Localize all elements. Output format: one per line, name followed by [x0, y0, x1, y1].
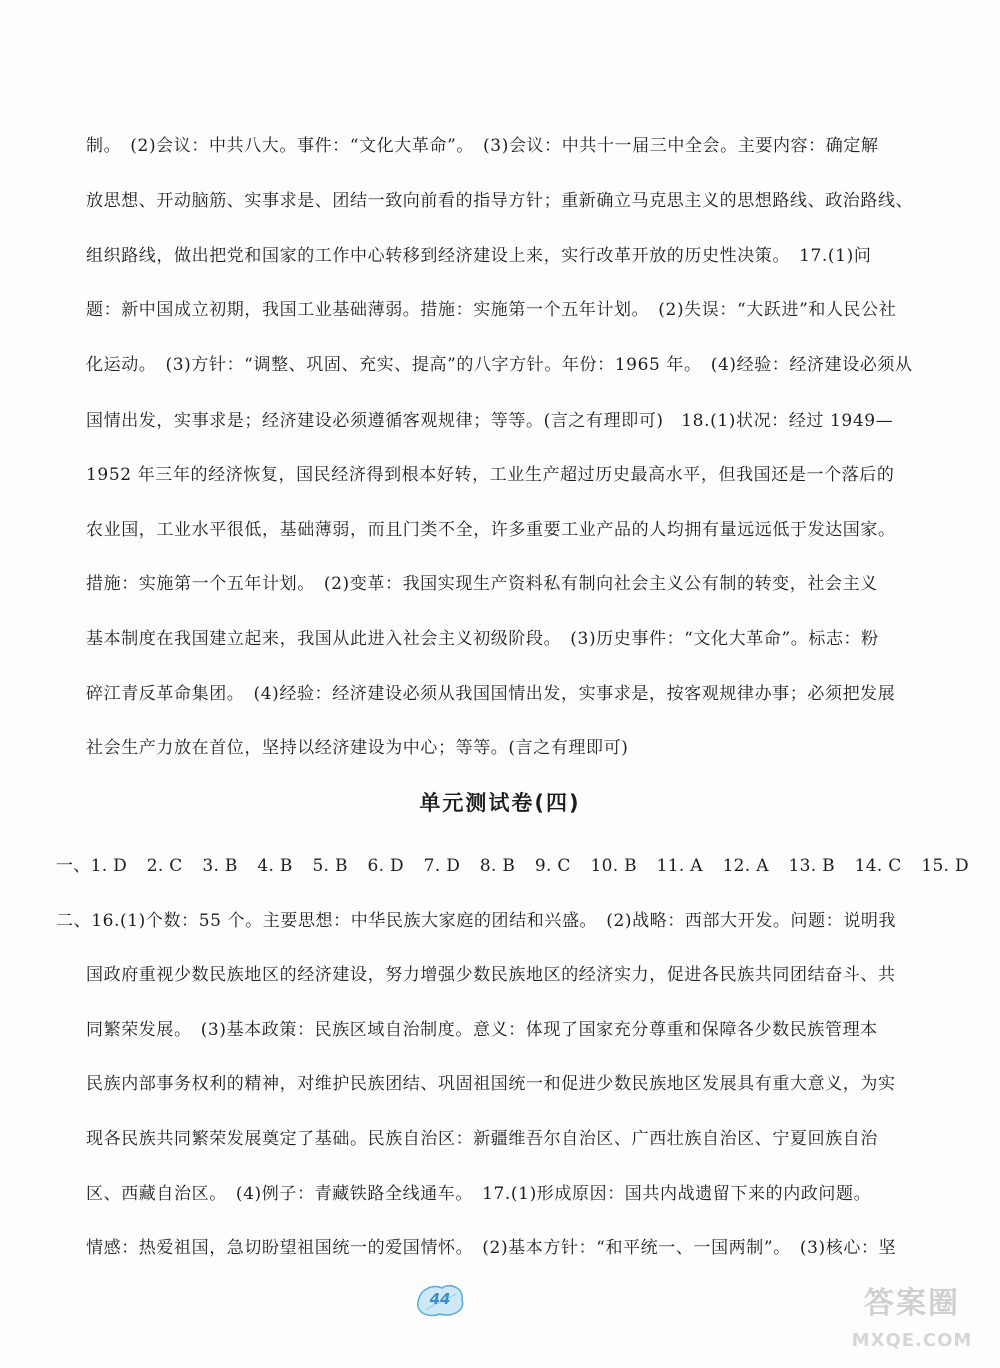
- paragraph-line: 措施：实施第一个五年计划。 (2)变革：我国实现生产资料私有制向社会主义公有制的转变，社会主义: [86, 574, 878, 594]
- paragraph-line: 国政府重视少数民族地区的经济建设，努力增强少数民族地区的经济实力，促进各民族共同团结奋斗、共: [86, 965, 896, 985]
- paragraph-line: 1952 年三年的经济恢复，国民经济得到根本好转，工业生产超过历史最高水平，但我国还是一个落后的: [86, 465, 895, 485]
- paragraph-line: 现各民族共同繁荣发展奠定了基础。民族自治区：新疆维吾尔自治区、广西壮族自治区、宁夏回族自治: [86, 1129, 878, 1149]
- choice-answer: 一、1. D: [56, 856, 128, 876]
- choice-answer: 10. B: [590, 856, 637, 876]
- choice-answer: 7. D: [423, 856, 461, 876]
- choice-answer: 8. B: [479, 856, 516, 876]
- paragraph-line: 农业国，工业水平很低，基础薄弱，而且门类不全，许多重要工业产品的人均拥有量远远低于发达国家。: [86, 520, 896, 540]
- choice-answer: 14. C: [854, 856, 902, 876]
- page-number: 44: [429, 1290, 451, 1308]
- paragraph-line: 民族内部事务权利的精神，对维护民族团结、巩固祖国统一和促进少数民族地区发展具有重大意义，为实: [86, 1074, 896, 1094]
- paragraph-line: 放思想、开动脑筋、实事求是、团结一致向前看的指导方针；重新确立马克思主义的思想路线、政治路线、: [86, 191, 914, 211]
- choice-answer: 5. B: [312, 856, 348, 876]
- paragraph-line: 制。 (2)会议：中共八大。事件：“文化大革命”。 (3)会议：中共十一届三中全会。主要内容：确定解: [86, 136, 879, 156]
- watermark-text: 答案圈: [864, 1286, 960, 1321]
- paragraph-line: 国情出发，实事求是；经济建设必须遵循客观规律；等等。(言之有理即可) 18.(1)状况：经过 1949—: [86, 411, 894, 431]
- choice-answer: 2. C: [146, 856, 183, 876]
- paragraph-line: 区、西藏自治区。 (4)例子：青藏铁路全线通车。 17.(1)形成原因：国共内战遗留下来的内政问题。: [86, 1184, 872, 1204]
- paragraph-line: 同繁荣发展。 (3)基本政策：民族区域自治制度。意义：体现了国家充分尊重和保障各少数民族管理本: [86, 1020, 878, 1040]
- choice-answer: 11. A: [656, 856, 703, 876]
- choice-answer: 9. C: [534, 856, 571, 876]
- paragraph-line: 组织路线，做出把党和国家的工作中心转移到经济建设上来，实行改革开放的历史性决策。 17.(1)问: [86, 246, 872, 266]
- choice-answer-list: [56, 854, 983, 878]
- paragraph-line: 碎江青反革命集团。 (4)经验：经济建设必须从我国国情出发，实事求是，按客观规律办事；必须把发展: [86, 684, 896, 704]
- choice-answer: 13. B: [788, 856, 835, 876]
- choice-answer: 4. B: [257, 856, 293, 876]
- paragraph-line: 社会生产力放在首位，坚持以经济建设为中心；等等。(言之有理即可): [86, 738, 629, 758]
- watermark-url: MXQE.COM: [851, 1330, 973, 1351]
- unit-test-title: 单元测试卷(四): [419, 791, 581, 815]
- choice-answer: 15. D: [921, 856, 969, 876]
- choice-answer: 12. A: [722, 856, 769, 876]
- paragraph-line: 情感：热爱祖国，急切盼望祖国统一的爱国情怀。 (2)基本方针：“和平统一、一国两制”。 (3)核心：坚: [86, 1238, 897, 1258]
- paragraph-line: 化运动。 (3)方针：“调整、巩固、充实、提高”的八字方针。年份：1965 年。 (4)经验：经济建设必须从: [86, 355, 913, 375]
- paragraph-line: 题：新中国成立初期，我国工业基础薄弱。措施：实施第一个五年计划。 (2)失误：“大跃进”和人民公社: [86, 300, 897, 320]
- choice-answer: 6. D: [367, 856, 404, 876]
- watermark-logo: [842, 1270, 982, 1360]
- page-number-badge: [412, 1280, 468, 1320]
- paragraph-line: 二、16.(1)个数：55 个。主要思想：中华民族大家庭的团结和兴盛。 (2)战略：西部大开发。问题：说明我: [56, 911, 897, 931]
- paragraph-line: 基本制度在我国建立起来，我国从此进入社会主义初级阶段。 (3)历史事件：“文化大革命”。标志：粉: [86, 629, 879, 649]
- choice-answer: 3. B: [202, 856, 238, 876]
